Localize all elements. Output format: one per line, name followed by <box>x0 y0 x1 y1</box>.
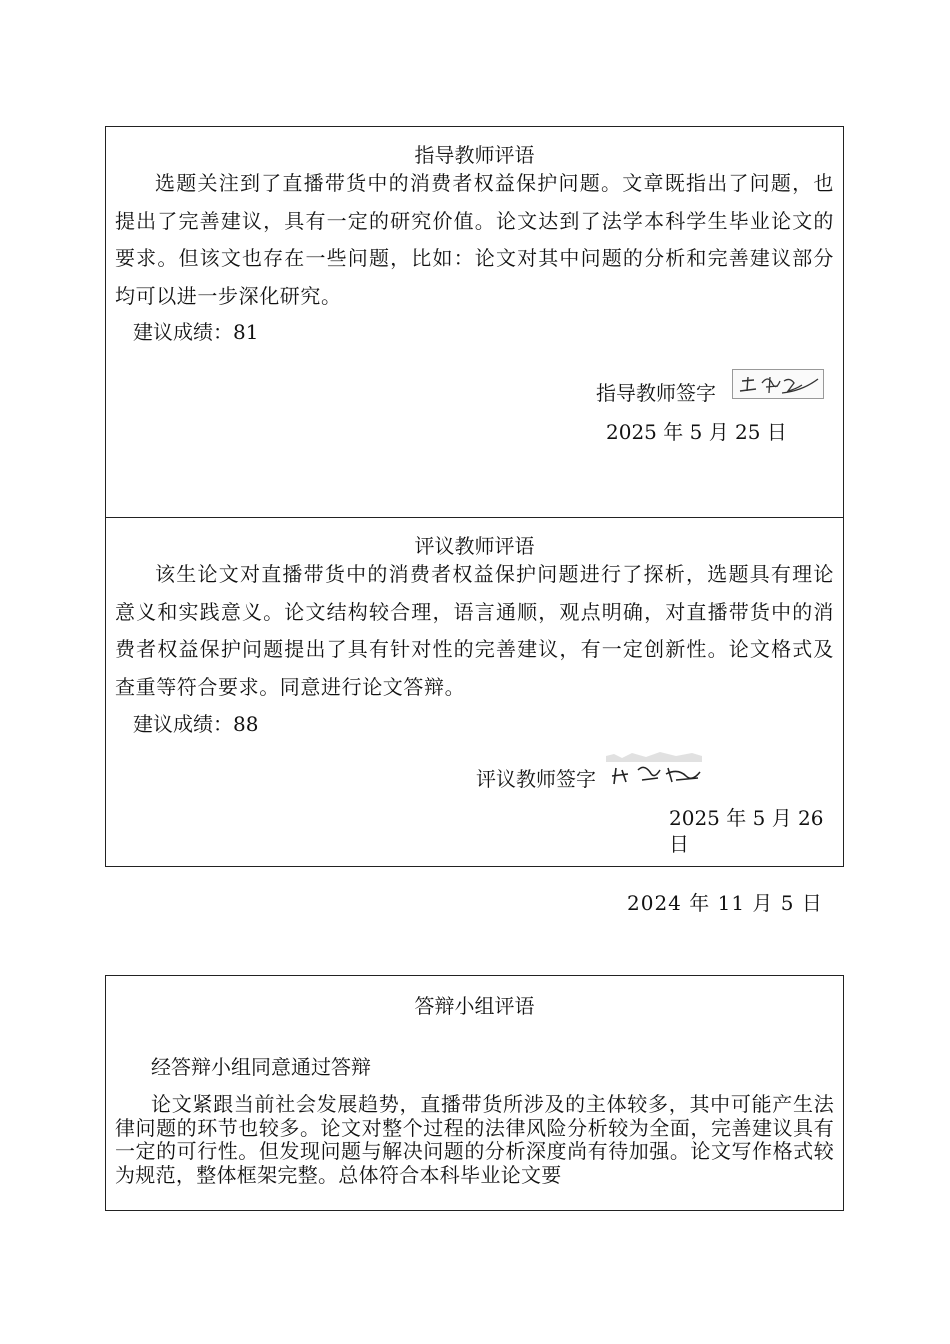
defense-comment-section <box>105 975 844 1211</box>
reviewer-sign-label: 评议教师签字 <box>476 767 596 791</box>
reviewer-date: 2025 年 5 月 26 日 <box>669 806 824 856</box>
defense-decision: 经答辩小组同意通过答辩 <box>151 1055 371 1079</box>
reviewer-comment-section <box>105 517 844 867</box>
defense-heading: 答辩小组评语 <box>414 994 535 1018</box>
reviewer-grade: 建议成绩：88 <box>133 712 259 736</box>
reviewer-comment-text: 该生论文对直播带货中的消费者权益保护问题进行了探析，选题具有理论意义和实践意义。论文结构较合理，语言通顺，观点明确，对直播带货中的消费者权益保护问题提出了具有针对性的完善建议，有一定创新性。论文格式及查重等符合要求。同意进行论文答辩。 <box>115 562 834 699</box>
defense-comment-text: 论文紧跟当前社会发展趋势，直播带货所涉及的主体较多，其中可能产生法律问题的环节也较多。论文对整个过程的法律风险分析较为全面，完善建议具有一定的可行性。但发现问题与解决问题的分析深度尚有待加强。论文写作格式较为规范，整体框架完整。总体符合本科毕业论文要 <box>115 1092 834 1187</box>
advisor-heading: 指导教师评语 <box>414 143 535 167</box>
advisor-grade: 建议成绩：81 <box>133 320 259 344</box>
advisor-date: 2025 年 5 月 25 日 <box>606 420 787 444</box>
reviewer-signature <box>602 750 706 790</box>
advisor-signature <box>732 369 824 399</box>
advisor-comment-text: 选题关注到了直播带货中的消费者权益保护问题。文章既指出了问题，也提出了完善建议，具有一定的研究价值。论文达到了法学本科学生毕业论文的要求。但该文也存在一些问题，比如：论文对其中问题的分析和完善建议部分均可以进一步深化研究。 <box>115 171 834 308</box>
standalone-date: 2024 年 11 月 5 日 <box>627 891 823 915</box>
advisor-comment-section <box>105 126 844 518</box>
reviewer-heading: 评议教师评语 <box>414 534 535 558</box>
advisor-sign-label: 指导教师签字 <box>596 381 716 405</box>
